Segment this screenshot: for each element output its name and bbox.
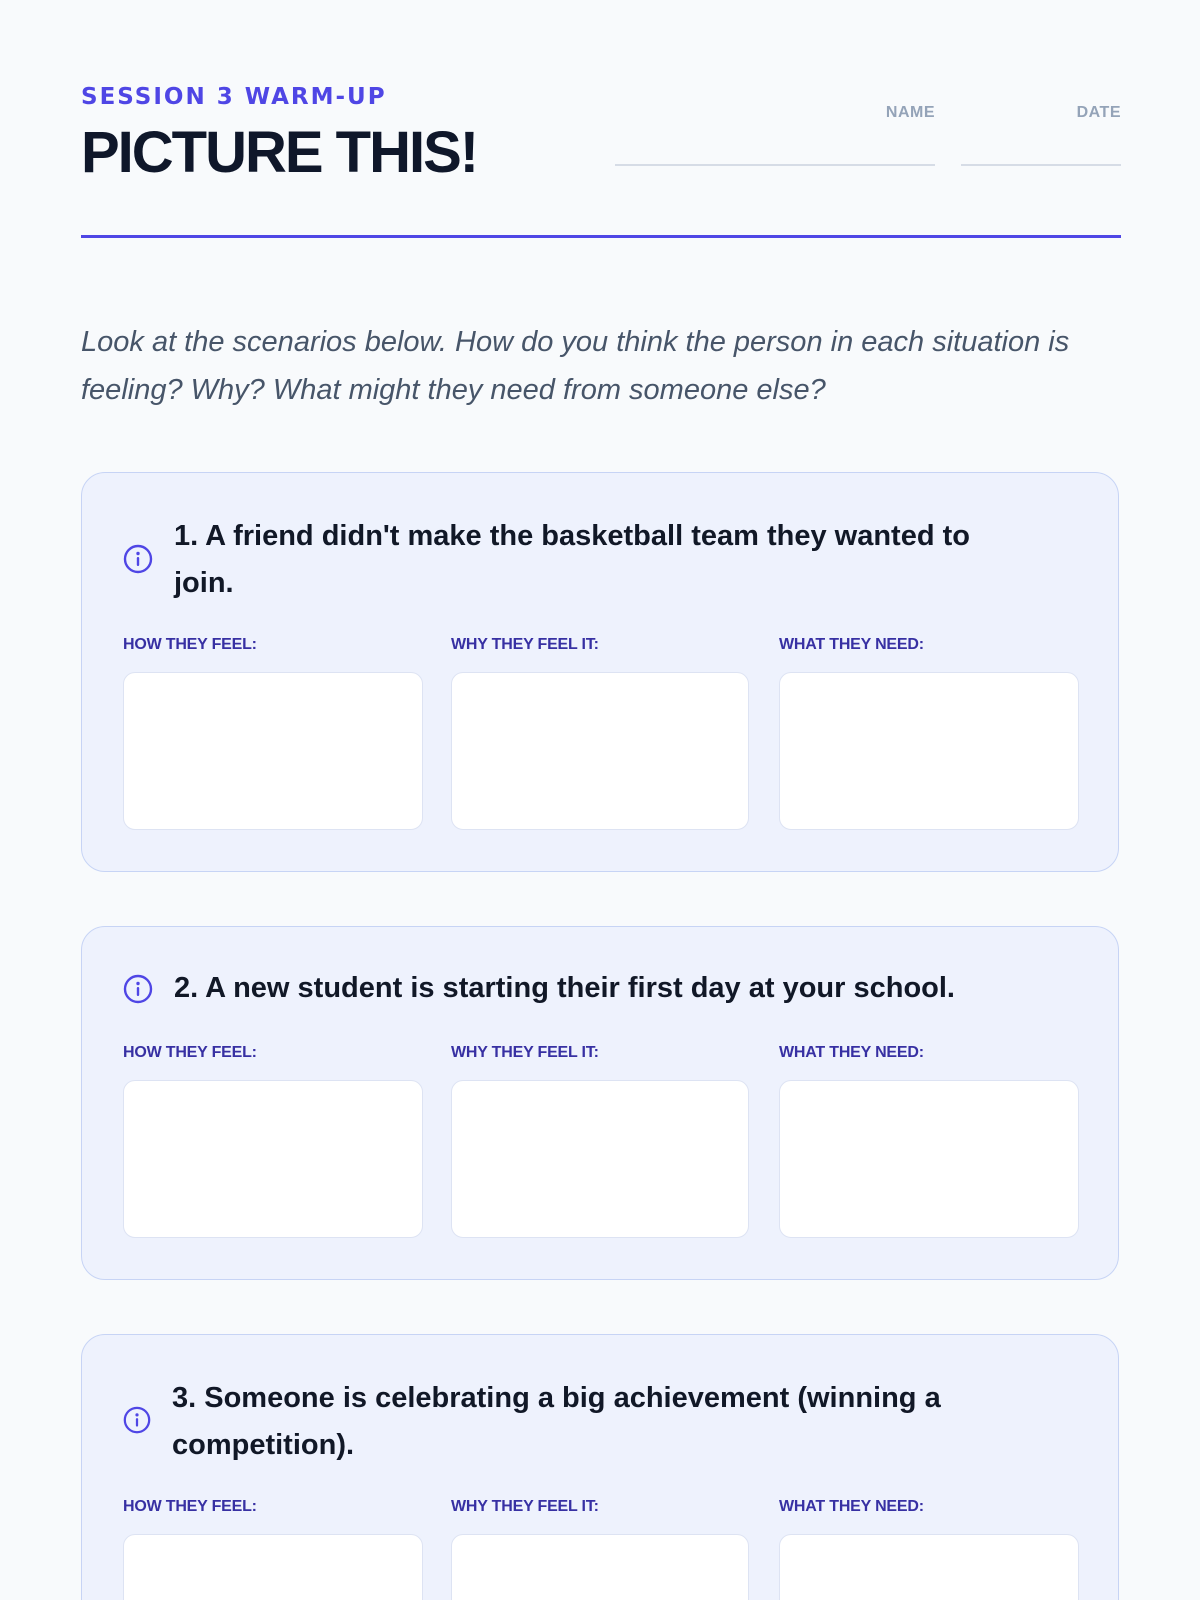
- scenario-text: 2. A new student is starting their first day at your school.: [174, 972, 955, 1004]
- scenario-card: [81, 1334, 1119, 1600]
- what-they-need-label: WHAT THEY NEED:: [779, 1044, 924, 1061]
- scenario-text: 1. A friend didn't make the basketball team they wanted to join.: [174, 520, 970, 599]
- why-they-feel-box[interactable]: [451, 1534, 749, 1600]
- why-they-feel-label: WHY THEY FEEL IT:: [451, 1044, 599, 1061]
- how-they-feel-box[interactable]: [123, 1080, 423, 1238]
- how-they-feel-label: HOW THEY FEEL:: [123, 1498, 257, 1515]
- how-they-feel-label: HOW THEY FEEL:: [123, 636, 257, 653]
- how-they-feel-box[interactable]: [123, 1534, 423, 1600]
- info-icon: [122, 543, 154, 575]
- instructions-text: Look at the scenarios below. How do you think the person in each situation is feeling? Why? What might they need from someone else?: [81, 326, 1070, 406]
- how-they-feel-label: HOW THEY FEEL:: [123, 1044, 257, 1061]
- worksheet-header: [81, 80, 1121, 240]
- how-they-feel-box[interactable]: [123, 672, 423, 830]
- scenario-card: [81, 926, 1119, 1280]
- info-icon: [122, 973, 154, 1005]
- what-they-need-box[interactable]: [779, 1534, 1079, 1600]
- date-label: DATE: [1076, 104, 1121, 121]
- what-they-need-label: WHAT THEY NEED:: [779, 636, 924, 653]
- scenario-card: [81, 472, 1119, 872]
- what-they-need-box[interactable]: [779, 672, 1079, 830]
- scenario-text: 3. Someone is celebrating a big achievement (winning a competition).: [172, 1382, 941, 1461]
- why-they-feel-box[interactable]: [451, 672, 749, 830]
- date-line: [961, 164, 1121, 166]
- why-they-feel-box[interactable]: [451, 1080, 749, 1238]
- header-divider: [81, 235, 1121, 238]
- info-icon: [122, 1405, 152, 1435]
- why-they-feel-label: WHY THEY FEEL IT:: [451, 636, 599, 653]
- session-kicker: SESSION 3 WARM-UP: [81, 84, 387, 110]
- why-they-feel-label: WHY THEY FEEL IT:: [451, 1498, 599, 1515]
- worksheet-page: [81, 0, 1121, 1600]
- name-line: [615, 164, 935, 166]
- what-they-need-label: WHAT THEY NEED:: [779, 1498, 924, 1515]
- name-label: NAME: [885, 104, 935, 121]
- what-they-need-box[interactable]: [779, 1080, 1079, 1238]
- page-title: PICTURE THIS!: [81, 120, 478, 185]
